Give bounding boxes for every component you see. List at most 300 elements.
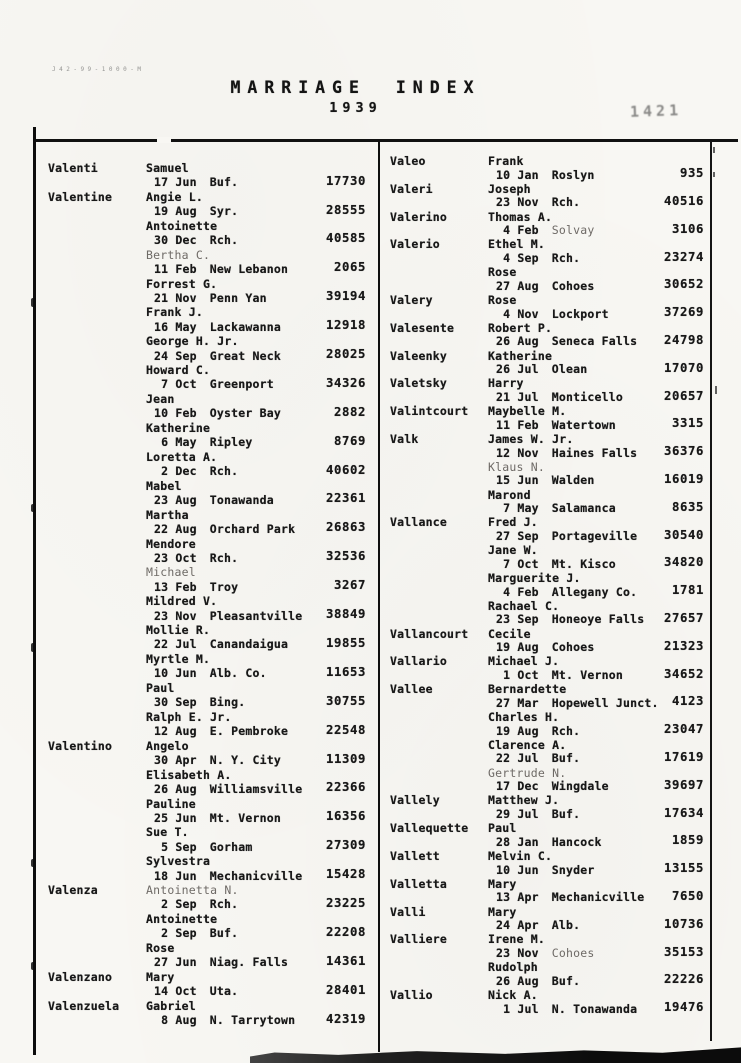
date-place-line — [496, 279, 595, 293]
certificate-number: 30755 — [325, 693, 366, 708]
index-entry — [48, 970, 366, 999]
marriage-place: Bing. — [209, 695, 246, 710]
certificate-number: 20657 — [663, 388, 704, 403]
date-place-line — [154, 175, 238, 189]
marriage-date: 4 Feb — [496, 584, 539, 599]
surname-text: Valerino — [390, 209, 447, 224]
surname-text: Valletta — [390, 876, 447, 891]
index-entry — [48, 739, 366, 768]
index-entry — [48, 161, 366, 190]
marriage-place: Mt. Kisco — [551, 556, 616, 571]
surname-text: Valenti — [48, 161, 98, 175]
certificate-number: 32536 — [325, 549, 366, 564]
marriage-place: N. Tarrytown — [209, 1013, 296, 1028]
certificate-number: 28025 — [325, 347, 366, 362]
marriage-date: 22 Jul — [496, 751, 539, 766]
certificate-number: 37269 — [663, 305, 704, 320]
marriage-place: Wingdale — [551, 779, 609, 794]
given-name-text: Maybelle M. — [488, 404, 567, 419]
certificate-number: 11309 — [325, 751, 366, 766]
given-name-text: Rose — [488, 265, 517, 280]
date-place-line — [154, 637, 288, 651]
given-name-text: Matthew J. — [488, 793, 560, 808]
marriage-place: Snyder — [551, 862, 595, 877]
surname-text: Valenzuela — [48, 998, 120, 1013]
marriage-date: 12 Nov — [496, 445, 539, 460]
marriage-date: 23 Nov — [496, 195, 539, 210]
surname-text: Valery — [390, 292, 433, 307]
marriage-date: 2 Dec — [154, 464, 197, 479]
date-place-line — [496, 334, 637, 348]
index-entry — [48, 508, 366, 537]
index-entry — [390, 515, 704, 543]
marriage-place: Uta. — [209, 984, 239, 999]
marriage-place: Seneca Falls — [551, 334, 638, 349]
index-entry — [390, 988, 704, 1016]
marriage-date: 14 Oct — [154, 984, 197, 999]
date-place-line — [154, 493, 274, 507]
marriage-date: 21 Nov — [154, 290, 197, 305]
given-name-text: George H. Jr. — [146, 334, 239, 349]
certificate-number: 2882 — [333, 404, 366, 419]
given-name-text: Frank — [488, 154, 524, 168]
marriage-date: 1 Jul — [496, 1001, 539, 1016]
date-place-line — [496, 223, 595, 237]
certificate-number: 34652 — [663, 666, 704, 681]
surname-text: Valenza — [48, 883, 98, 898]
index-entry — [48, 277, 366, 306]
marriage-date: 26 Aug — [154, 781, 197, 796]
date-place-line — [496, 529, 637, 543]
certificate-number: 4123 — [671, 694, 704, 709]
surname-text: Valeri — [390, 181, 433, 196]
index-entry — [390, 349, 704, 377]
index-entry — [48, 623, 366, 652]
certificate-number: 23274 — [663, 249, 704, 264]
marriage-place: Watertown — [551, 417, 616, 432]
given-name-text: Paul — [488, 821, 517, 836]
marriage-place: Monticello — [551, 390, 623, 405]
certificate-number: 30540 — [663, 527, 704, 542]
index-entry — [48, 421, 366, 450]
date-place-line — [496, 890, 644, 904]
certificate-number: 34326 — [325, 375, 366, 390]
date-place-line — [496, 418, 616, 432]
marriage-place: Gorham — [209, 839, 253, 854]
index-entry — [48, 912, 366, 941]
marriage-date: 27 Mar — [496, 695, 539, 710]
given-name-text: Melvin C. — [488, 848, 553, 863]
index-entry — [390, 404, 704, 432]
marriage-place: Honeoye Falls — [551, 612, 645, 627]
certificate-number: 23225 — [325, 895, 366, 910]
date-place-line — [496, 168, 595, 182]
surname-text: Valentino — [48, 738, 113, 753]
marriage-place: Mechanicville — [209, 868, 303, 883]
date-place-line — [496, 946, 595, 960]
given-name-text: Bertha C. — [146, 247, 211, 262]
marriage-date: 10 Jun — [496, 862, 539, 877]
table-top-rule — [33, 139, 738, 142]
date-place-line — [496, 585, 637, 599]
marriage-place: Portageville — [551, 529, 638, 544]
date-place-line — [496, 251, 580, 265]
marriage-place: Buf. — [209, 926, 239, 941]
date-place-line — [154, 291, 267, 305]
surname-text: Valliere — [390, 932, 447, 947]
given-name-text: Katherine — [488, 348, 553, 363]
certificate-number: 21323 — [663, 638, 704, 653]
marriage-place: New Lebanon — [209, 261, 289, 276]
marriage-place: Mechanicville — [551, 890, 645, 905]
date-place-line — [154, 377, 274, 391]
index-entry — [48, 565, 366, 594]
certificate-number: 40516 — [663, 193, 704, 208]
certificate-number: 22208 — [325, 924, 366, 939]
given-name-text: Frank J. — [146, 305, 203, 320]
scan-speck — [713, 147, 715, 153]
given-name-text: Gabriel — [146, 998, 196, 1013]
index-entry — [48, 334, 366, 363]
certificate-number: 39194 — [325, 289, 366, 304]
marriage-date: 10 Jun — [154, 666, 197, 681]
index-entry — [48, 883, 366, 912]
marriage-date: 13 Feb — [154, 579, 197, 594]
scan-blob — [31, 298, 36, 307]
index-entry — [390, 571, 704, 599]
date-place-line — [154, 233, 238, 247]
date-place-line — [154, 897, 238, 911]
marriage-date: 23 Aug — [154, 492, 197, 507]
marriage-date: 25 Jun — [154, 810, 197, 825]
given-name-text: Samuel — [146, 161, 189, 175]
certificate-number: 11653 — [325, 664, 366, 679]
marriage-place: E. Pembroke — [209, 724, 289, 739]
marriage-date: 27 Jun — [154, 955, 197, 970]
given-name-text: Charles H. — [488, 709, 560, 724]
given-name-text: Angie L. — [146, 189, 203, 204]
index-entry — [48, 450, 366, 479]
date-place-line — [496, 918, 580, 932]
date-place-line — [154, 609, 302, 623]
date-place-line — [154, 869, 302, 883]
index-entry — [390, 321, 704, 349]
date-place-line — [496, 751, 580, 765]
marriage-date: 10 Feb — [154, 406, 197, 421]
marriage-place: Orchard Park — [209, 521, 296, 536]
date-place-line — [496, 863, 595, 877]
scan-blob — [31, 643, 36, 652]
index-entry — [48, 652, 366, 681]
marriage-place: Lackawanna — [209, 319, 281, 334]
index-entry — [390, 432, 704, 460]
given-name-text: Mildred V. — [146, 594, 218, 609]
certificate-number: 12918 — [325, 318, 366, 333]
given-name-text: Jane W. — [488, 543, 538, 558]
given-name-text: Antoinette — [146, 218, 218, 233]
index-entry — [48, 999, 366, 1028]
marriage-place: Buf. — [551, 807, 581, 822]
given-name-text: Antoinette — [146, 912, 218, 927]
index-entry — [390, 654, 704, 682]
given-name-text: Joseph — [488, 181, 531, 196]
given-name-text: Mary — [146, 969, 175, 984]
index-entry — [48, 941, 366, 970]
marriage-date: 4 Sep — [496, 251, 539, 266]
marriage-place: Walden — [551, 473, 595, 488]
index-entry — [390, 265, 704, 293]
certificate-number: 27657 — [663, 610, 704, 625]
marriage-place: Rch. — [209, 232, 239, 247]
date-place-line — [496, 835, 602, 849]
date-place-line — [154, 320, 281, 334]
index-entry — [390, 821, 704, 849]
marriage-date: 15 Jun — [496, 473, 539, 488]
column-right — [390, 154, 704, 1016]
date-place-line — [496, 807, 580, 821]
given-name-text: Mollie R. — [146, 623, 211, 638]
surname-text: Valeenky — [390, 348, 447, 363]
certificate-number: 19855 — [325, 635, 366, 650]
certificate-number: 15428 — [325, 867, 366, 882]
marriage-place: Rch. — [551, 251, 581, 266]
date-place-line — [496, 501, 616, 515]
date-place-line — [154, 782, 302, 796]
index-entry — [390, 932, 704, 960]
certificate-number: 16019 — [663, 471, 704, 486]
given-name-text: Nick A. — [488, 987, 538, 1002]
marriage-place: Haines Falls — [551, 445, 638, 460]
marriage-date: 6 May — [154, 435, 197, 450]
surname-text: Valentine — [48, 189, 113, 204]
given-name-text: Paul — [146, 681, 175, 696]
marriage-place: Pleasantville — [209, 608, 303, 623]
marriage-date: 5 Sep — [154, 839, 197, 854]
date-place-line — [496, 640, 595, 654]
given-name-text: Cecile — [488, 626, 531, 641]
marriage-place: Penn Yan — [209, 290, 267, 305]
marriage-place: Great Neck — [209, 348, 281, 363]
index-entry — [390, 710, 704, 738]
given-name-text: Pauline — [146, 796, 196, 811]
surname-text: Valintcourt — [390, 404, 469, 419]
surname-text: Vallancourt — [390, 626, 469, 641]
scan-speck — [715, 386, 717, 394]
scan-speck — [713, 172, 715, 177]
given-name-text: Fred J. — [488, 515, 538, 530]
index-entry — [48, 710, 366, 739]
surname-text: Vallely — [390, 793, 440, 808]
given-name-text: Mary — [488, 876, 517, 891]
certificate-number: 28555 — [325, 202, 366, 217]
given-name-text: Irene M. — [488, 932, 545, 947]
surname-text: Valerio — [390, 237, 440, 252]
marriage-date: 24 Apr — [496, 918, 539, 933]
date-place-line — [154, 955, 288, 969]
marriage-date: 7 Oct — [154, 377, 197, 392]
surname-text: Valli — [390, 904, 426, 919]
marriage-place: Williamsville — [209, 781, 303, 796]
marriage-place: Alb. — [551, 918, 581, 933]
marriage-date: 11 Feb — [154, 261, 197, 276]
index-entry — [48, 248, 366, 277]
surname-text: Valenzano — [48, 969, 113, 984]
surname-text: Vallee — [390, 682, 433, 697]
column-divider — [378, 140, 380, 1052]
date-place-line — [154, 262, 288, 276]
given-name-text: Rose — [146, 941, 175, 956]
date-place-line — [496, 195, 580, 209]
given-name-text: Clarence A. — [488, 737, 567, 752]
marriage-date: 17 Jun — [154, 175, 197, 190]
certificate-number: 19476 — [663, 1000, 704, 1015]
marriage-date: 19 Aug — [496, 723, 539, 738]
certificate-number: 7650 — [671, 888, 704, 903]
print-code: J42-99-1000-M — [52, 66, 145, 73]
date-place-line — [154, 522, 295, 536]
marriage-place: Buf. — [551, 751, 581, 766]
year-label: 1939 — [329, 100, 382, 116]
date-place-line — [154, 204, 238, 218]
certificate-number: 3106 — [671, 221, 704, 236]
marriage-date: 30 Dec — [154, 232, 197, 247]
marriage-place: Olean — [551, 362, 588, 377]
date-place-line — [154, 666, 267, 680]
certificate-number: 8635 — [671, 499, 704, 514]
marriage-place: Roslyn — [551, 167, 595, 182]
marriage-date: 17 Dec — [496, 779, 539, 794]
certificate-number: 1859 — [671, 833, 704, 848]
date-place-line — [154, 811, 281, 825]
index-entry — [390, 237, 704, 265]
marriage-index-title: MARRIAGE INDEX — [230, 78, 481, 97]
marriage-date: 7 May — [496, 501, 539, 516]
marriage-date: 13 Apr — [496, 890, 539, 905]
given-name-text: Harry — [488, 376, 524, 391]
date-place-line — [496, 612, 644, 626]
date-place-line — [154, 724, 288, 738]
marriage-date: 19 Aug — [496, 640, 539, 655]
index-entry — [48, 768, 366, 797]
given-name-text: Michael J. — [488, 654, 560, 669]
certificate-number: 16356 — [325, 809, 366, 824]
given-name-text: Rose — [488, 292, 517, 307]
given-name-text: Ralph E. Jr. — [146, 709, 232, 724]
given-name-text: Jean — [146, 392, 175, 407]
certificate-number: 22548 — [325, 722, 366, 737]
marriage-place: N. Y. City — [209, 753, 281, 767]
marriage-place: Alb. Co. — [209, 666, 267, 681]
surname-text: Valeo — [390, 154, 426, 168]
date-place-line — [496, 446, 637, 460]
marriage-place: Mt. Vernon — [551, 668, 623, 683]
given-name-text: Antoinetta N. — [146, 883, 239, 898]
certificate-number: 22361 — [325, 491, 366, 506]
surname-text: Valesente — [390, 320, 455, 335]
given-name-text: Marond — [488, 487, 531, 502]
certificate-number: 24798 — [663, 332, 704, 347]
certificate-number: 27309 — [325, 838, 366, 853]
given-name-text: Klaus N. — [488, 459, 545, 474]
index-entry — [48, 392, 366, 421]
date-place-line — [154, 435, 253, 449]
index-entry — [48, 797, 366, 826]
marriage-date: 8 Aug — [154, 1013, 197, 1028]
date-place-line — [496, 1002, 637, 1016]
marriage-place: N. Tonawanda — [551, 1001, 638, 1016]
given-name-text: Sylvestra — [146, 854, 211, 869]
marriage-place: Ripley — [209, 435, 253, 450]
marriage-place: Mt. Vernon — [209, 810, 281, 825]
given-name-text: Loretta A. — [146, 449, 218, 464]
marriage-place: Lockport — [551, 306, 609, 321]
marriage-date: 23 Oct — [154, 550, 197, 565]
date-place-line — [496, 724, 580, 738]
marriage-date: 26 Jul — [496, 362, 539, 377]
date-place-line — [496, 974, 580, 988]
index-entry — [48, 537, 366, 566]
scan-blob — [31, 504, 36, 512]
certificate-number: 40585 — [325, 231, 366, 246]
index-entry — [390, 182, 704, 210]
marriage-date: 7 Oct — [496, 556, 539, 571]
marriage-date: 30 Sep — [154, 695, 197, 710]
marriage-place: Greenport — [209, 377, 274, 392]
index-entry — [390, 599, 704, 627]
marriage-date: 18 Jun — [154, 868, 197, 883]
date-place-line — [496, 668, 623, 682]
given-name-text: Rudolph — [488, 960, 538, 975]
date-place-line — [154, 349, 281, 363]
date-place-line — [496, 696, 659, 710]
index-entry — [390, 210, 704, 238]
given-name-text: Gertrude N. — [488, 765, 567, 780]
index-entry — [390, 793, 704, 821]
certificate-number: 10736 — [663, 916, 704, 931]
marriage-place: Rch. — [551, 723, 581, 738]
marriage-place: Salamanca — [551, 501, 616, 516]
table-top-rule-gap — [157, 137, 171, 143]
given-name-text: Ethel M. — [488, 237, 545, 252]
date-place-line — [496, 779, 609, 793]
surname-text: Valetsky — [390, 376, 447, 391]
date-place-line — [154, 406, 281, 420]
certificate-number: 30652 — [663, 277, 704, 292]
certificate-number: 13155 — [663, 861, 704, 876]
marriage-date: 2 Sep — [154, 897, 197, 912]
certificate-number: 3267 — [333, 578, 366, 593]
date-place-line — [496, 362, 587, 376]
given-name-text: Marguerite J. — [488, 570, 581, 585]
date-place-line — [154, 926, 238, 940]
marriage-date: 27 Aug — [496, 278, 539, 293]
index-entry — [390, 627, 704, 655]
marriage-place: Cohoes — [551, 946, 595, 960]
marriage-date: 21 Jul — [496, 390, 539, 405]
certificate-number: 35153 — [663, 944, 704, 959]
marriage-date: 4 Feb — [496, 223, 539, 238]
column-left — [48, 161, 366, 1028]
date-place-line — [154, 464, 238, 478]
date-place-line — [496, 473, 595, 487]
given-name-text: Howard C. — [146, 363, 211, 378]
surname-text: Vallett — [390, 848, 440, 863]
marriage-date: 4 Nov — [496, 306, 539, 321]
date-place-line — [496, 307, 609, 321]
certificate-number: 14361 — [325, 953, 366, 968]
marriage-date: 23 Sep — [496, 612, 539, 627]
index-entry — [48, 190, 366, 219]
